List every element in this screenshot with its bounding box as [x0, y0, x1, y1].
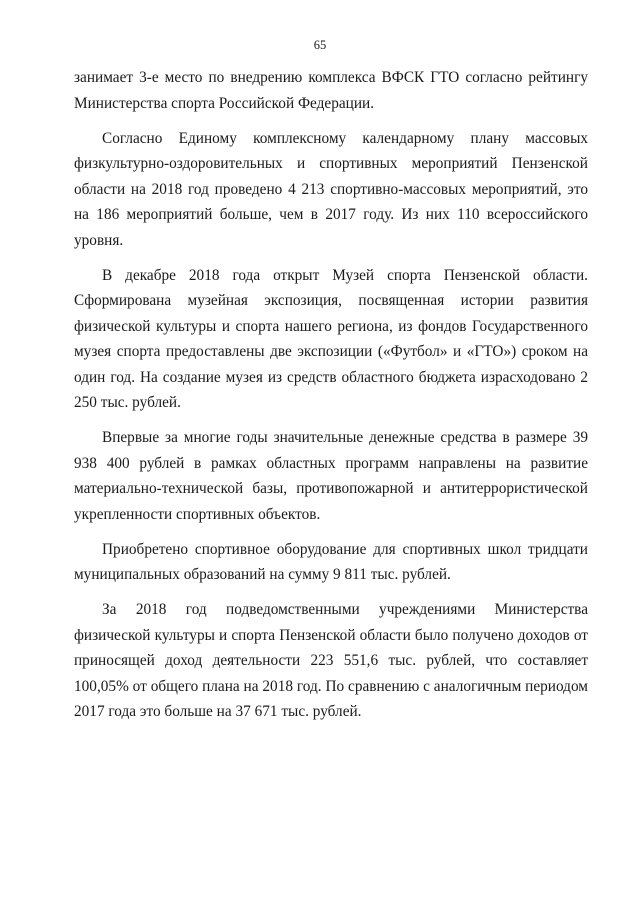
page-number: 65 — [313, 38, 327, 52]
paragraph-gto-ranking: занимает 3-е место по внедрению комплекса ВФСК ГТО согласно рейтингу Министерства спорта Российской Федерации. — [74, 69, 588, 112]
paragraph-sport-events: Согласно Единому комплексному календарному плану массовых физкультурно-оздоровительных и спортивных мероприятий Пензенской области на 2018 год проведено 4 213 спортивно-массовых мероприятий, это на 186 мероприятий больше, чем в 2017 году. Из них 110 всероссийского уровня. — [74, 129, 588, 249]
document-body — [74, 65, 588, 734]
paragraph-equipment: Приобретено спортивное оборудование для спортивных школ тридцати муниципальных образований на сумму 9 811 тыс. рублей. — [74, 540, 588, 583]
paragraph-funding: Впервые за многие годы значительные денежные средства в размере 39 938 400 рублей в рамках областных программ направлены на развитие материально-технической базы, противопожарной и антитеррористической укрепленности спортивных объектов. — [74, 429, 588, 523]
paragraph-income: За 2018 год подведомственными учреждениями Министерства физической культуры и спорта Пензенской области было получено доходов от приносящей доход деятельности 223 551,6 тыс. рублей, что составляет 100,05% от общего плана на 2018 год. По сравнению с аналогичным периодом 2017 года это больше на 37 671 тыс. рублей. — [74, 601, 588, 720]
paragraph-sport-museum: В декабре 2018 года открыт Музей спорта Пензенской области. Сформирована музейная экспозиция, посвященная истории развития физической культуры и спорта нашего региона, из фондов Государственного музея спорта предоставлены две экспозиции («Футбол» и «ГТО») сроком на один год. На создание музея из средств областного бюджета израсходовано 2 250 тыс. рублей. — [74, 266, 588, 411]
